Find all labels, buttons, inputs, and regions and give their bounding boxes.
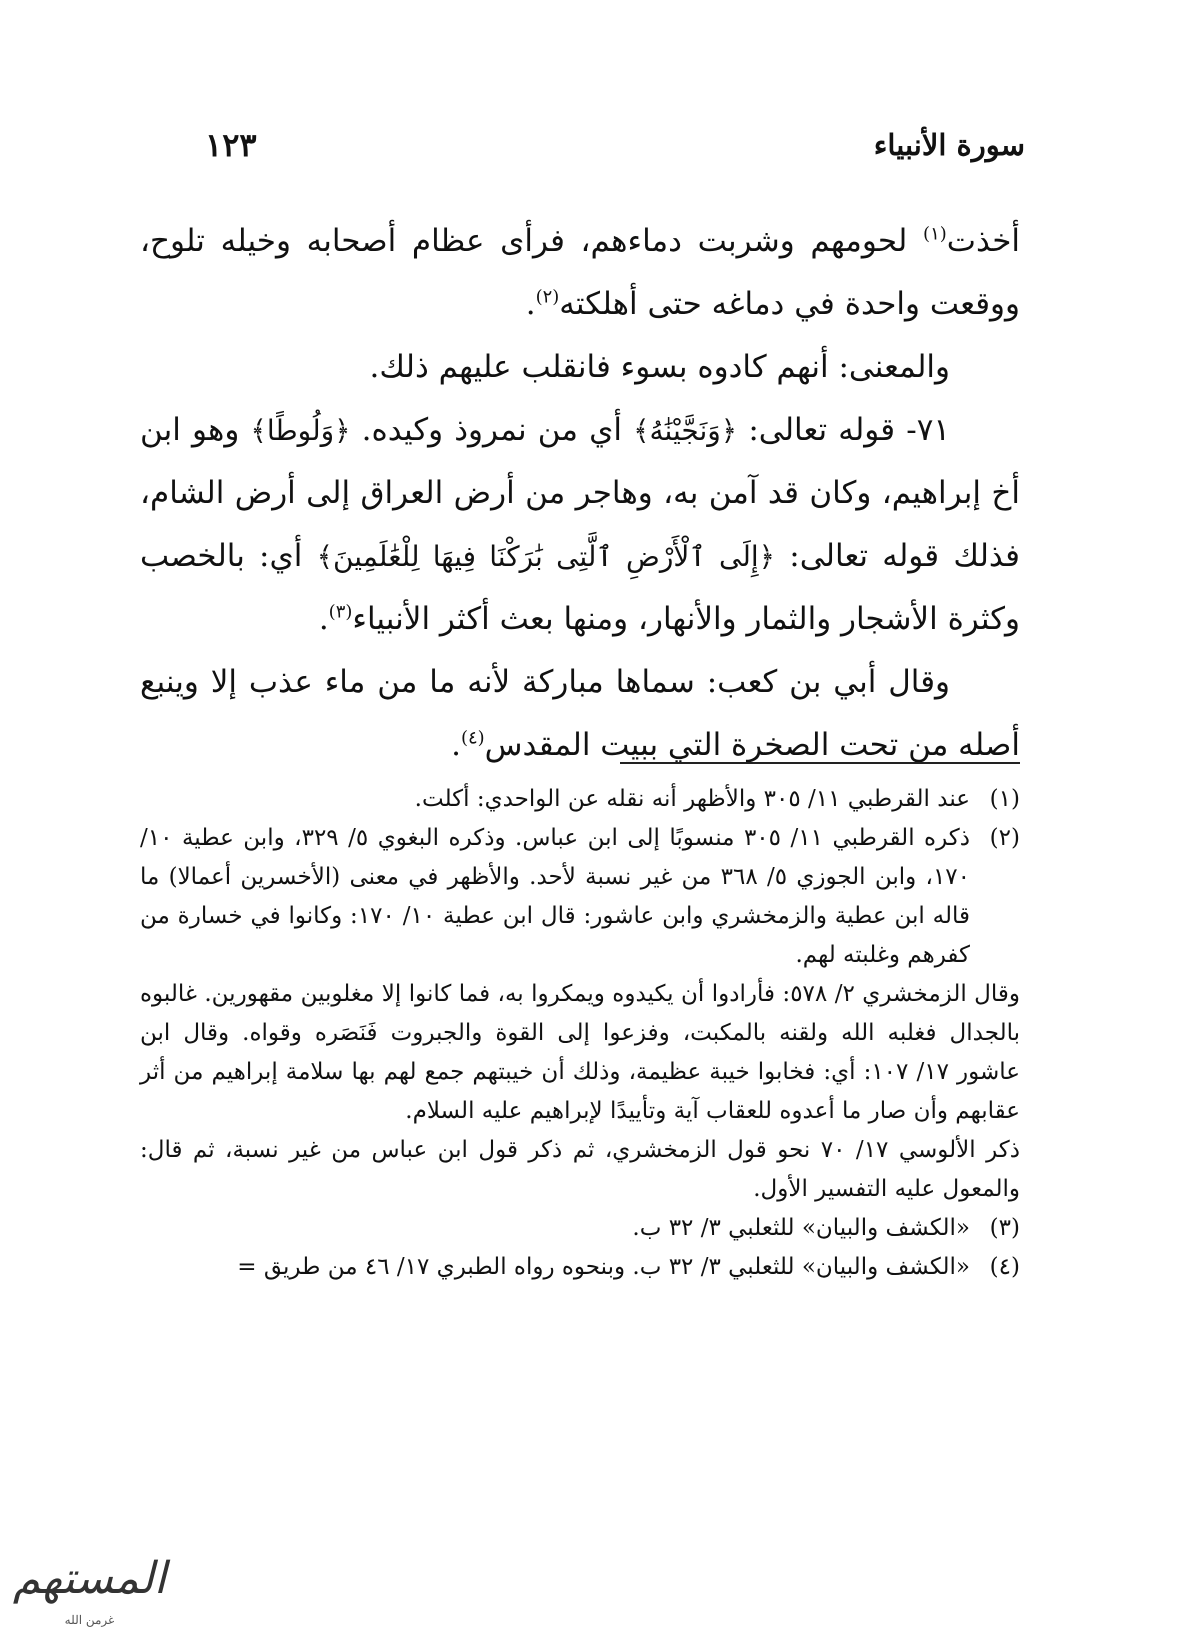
text-span: أي: بالخصب وكثرة الأشجار والثمار والأنهار، ومنها بعث أكثر الأنبياء	[140, 538, 1020, 637]
footnote-divider	[620, 762, 1020, 764]
paragraph-1	[140, 210, 1020, 336]
footnote-ref: (٣)	[328, 601, 353, 623]
text-span: .	[451, 727, 461, 763]
footnotes	[140, 780, 1020, 1287]
paragraph-2: والمعنى: أنهم كادوه بسوء فانقلب عليهم ذلك.	[369, 349, 950, 385]
footnote-number: (٤)	[989, 1254, 1020, 1280]
surah-title: سورة الأنبياء	[873, 128, 1025, 162]
footnote-1	[140, 780, 1020, 819]
footnote-number: (٢)	[989, 825, 1020, 851]
paragraph-3	[140, 399, 1020, 651]
footnote-text: «الكشف والبيان» للثعلبي ٣/ ٣٢ ب. وبنحوه رواه الطبري ١٧/ ٤٦ من طريق =	[237, 1254, 970, 1280]
text-span: .	[525, 286, 536, 322]
footnote-4	[140, 1248, 1020, 1287]
footnote-text: ذكره القرطبي ١١/ ٣٠٥ منسوبًا إلى ابن عباس. وذكره البغوي ٥/ ٣٢٩، وابن عطية ١٠/ ١٧٠، وابن الجوزي ٥/ ٣٦٨ من غير نسبة لأحد. والأظهر في معنى (الأخسرين أعمالا) ما قاله ابن عطية والزمخشري وابن عاشور: قال ابن عطية ١٠/ ١٧٠: وكانوا في خسارة من كفرهم وغلبته لهم.	[140, 825, 971, 968]
quran-verse: ﴿إِلَى ٱلْأَرْضِ ٱلَّتِى بَٰرَكْنَا فِيهَا لِلْعَٰلَمِينَ﴾	[316, 540, 776, 573]
paragraph-4	[140, 651, 1020, 777]
text-span: أي من نمروذ وكيده.	[350, 412, 634, 448]
footnote-text: عند القرطبي ١١/ ٣٠٥ والأظهر أنه نقله عن الواحدي: أكلت.	[414, 786, 970, 812]
main-text	[140, 210, 1020, 777]
logo-wordmark: المستهم	[12, 1553, 167, 1604]
publisher-logo	[12, 1535, 167, 1635]
footnote-ref: (٤)	[460, 727, 485, 749]
footnote-2-continuation: ذكر الألوسي ١٧/ ٧٠ نحو قول الزمخشري، ثم ذكر قول ابن عباس من غير نسبة، ثم قال: والمعول عليه التفسير الأول.	[140, 1137, 1020, 1202]
quran-verse: ﴿وَنَجَّيْنَٰهُ﴾	[633, 414, 738, 447]
logo-subtext: غرمن الله	[64, 1613, 115, 1627]
footnote-2-continuation: وقال الزمخشري ٢/ ٥٧٨: فأرادوا أن يكيدوه ويمكروا به، فما كانوا إلا مغلوبين مقهورين. غالبوه بالجدال فغلبه الله ولقنه بالمكبت، وفزعوا إلى القوة والجبروت فَنَصَره وقواه. وقال ابن عاشور ١٧/ ١٠٧: أي: فخابوا خيبة عظيمة، وذلك أن خيبتهم جمع لهم بها سلامة إبراهيم من أثر عقابهم وأن صار ما أعدوه للعقاب آية وتأييدًا لإبراهيم عليه السلام.	[140, 981, 1021, 1124]
footnote-number: (١)	[989, 786, 1020, 812]
footnote-3	[140, 1209, 1020, 1248]
footnote-text: «الكشف والبيان» للثعلبي ٣/ ٣٢ ب.	[632, 1215, 970, 1241]
quran-verse: ﴿وَلُوطًا﴾	[250, 414, 351, 447]
text-span: وقال أبي بن كعب: سماها مباركة لأنه ما من ماء عذب إلا وينبع أصله من تحت الصخرة التي ببيت المقدس	[140, 664, 1020, 763]
text-span: أخذت	[946, 223, 1020, 259]
text-span: لحومهم وشربت دماءهم، فرأى عظام أصحابه وخيله تلوح، ووقعت واحدة في دماغه حتى أهلكته	[140, 223, 1020, 322]
text-span: ٧١- قوله تعالى:	[737, 412, 950, 448]
footnote-number: (٣)	[989, 1215, 1020, 1241]
footnote-ref: (١)	[923, 223, 947, 245]
page-number: ١٢٣	[205, 126, 257, 164]
footnote-2	[140, 819, 1020, 975]
footnote-ref: (٢)	[535, 286, 560, 308]
text-span: وهو ابن أخ إبراهيم، وكان قد آمن به، وهاجر من أرض العراق إلى أرض الشام، فذلك قوله تعالى:	[140, 412, 1020, 574]
text-span: .	[318, 601, 329, 637]
running-header	[205, 128, 1025, 172]
